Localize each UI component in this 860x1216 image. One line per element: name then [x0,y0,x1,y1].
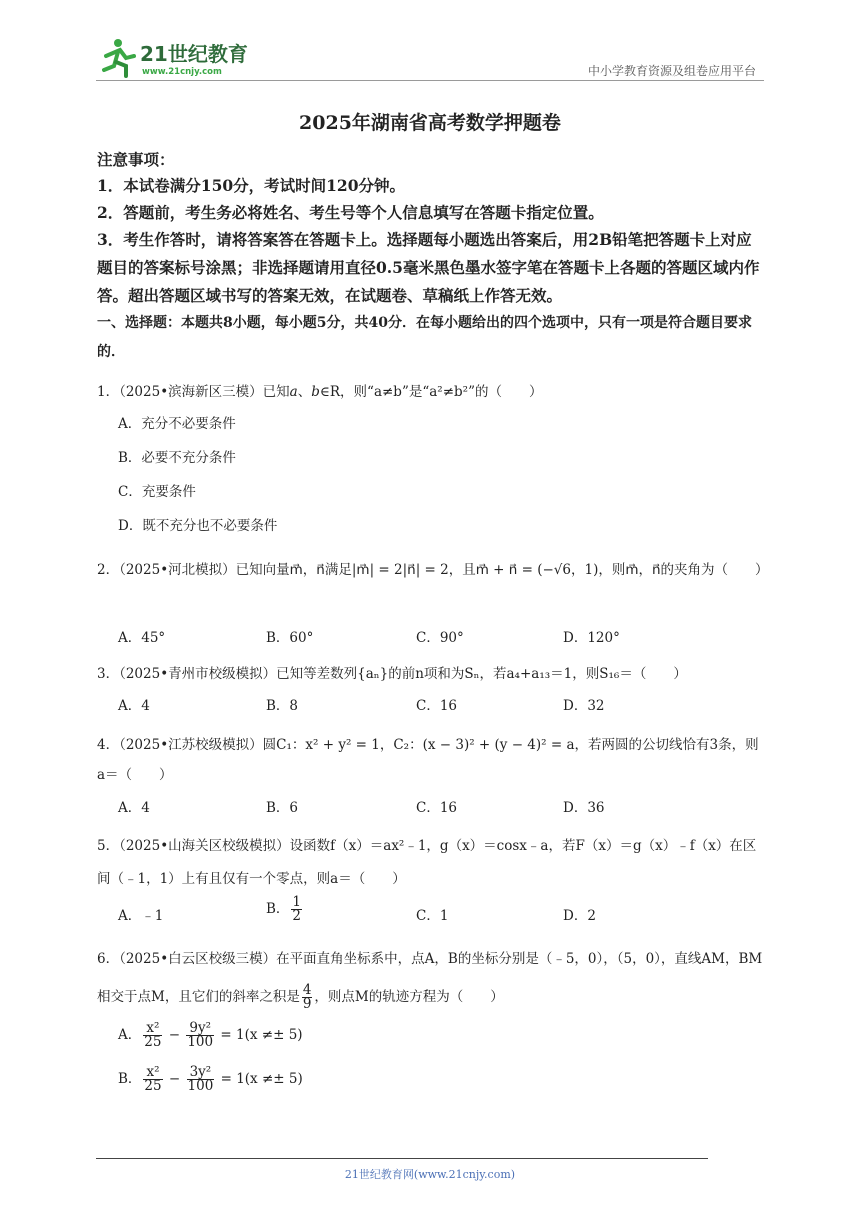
fraction-numerator: 3y² [187,1066,215,1080]
q2-option-d[interactable]: D．120° [563,630,620,646]
page-title: 2025年湖南省高考数学押题卷 [299,112,561,134]
question-6 [97,940,765,1016]
footer-divider [96,1158,708,1159]
var-a: a [289,384,298,400]
fraction-denominator: 9 [302,996,312,1012]
fraction [187,1066,215,1093]
fraction [302,984,313,1011]
question-6-stem-end: ，则点M的轨迹方程为（ ） [314,989,504,1005]
q2-option-a[interactable]: A．45° [118,630,166,646]
question-4: 4．（2025•江苏校级模拟）圆C₁：x² + y² = 1，C₂：(x − 3)² + (y − 4)² = a，若两圆的公切线恰有3条，则a＝（ ） [97,737,759,783]
runner-icon [104,39,134,76]
q6-option-a-tail: = 1(x ≠± 5) [220,1027,303,1043]
notice-item-2: 2．答题前，考生务必将姓名、考生号等个人信息填写在答题卡指定位置。 [97,203,604,222]
question-3: 3．（2025•青州市校级模拟）已知等差数列{aₙ}的前n项和为Sₙ，若a₄+a₁₃＝1，则S₁₆＝（ ） [97,666,687,682]
q5-option-c[interactable]: C．1 [416,908,449,924]
q1-option-d[interactable]: D．既不充分也不必要条件 [118,518,278,534]
question-6-stem: 6．（2025•白云区校级三模）在平面直角坐标系中，点A，B的坐标分别是（﹣5，0），（5，0），直线AM，BM相交于点M，且它们的斜率之积是 [97,951,763,1005]
q1-option-c[interactable]: C．充要条件 [118,484,196,500]
site-logo [96,36,266,80]
q4-option-d[interactable]: D．36 [563,800,605,816]
question-1-stem-end: ∈R，则“a≠b”是“a²≠b²”的（ ） [319,384,543,400]
q4-option-b[interactable]: B．6 [266,800,299,816]
fraction-numerator: 9y² [186,1022,214,1036]
var-b: b [311,384,320,400]
site-name: 中小学教育资源及组卷应用平台 [587,64,756,78]
sep: 、 [297,384,312,400]
question-1 [97,378,765,406]
fraction [186,1022,214,1049]
notice-item-1: 1．本试卷满分150分，考试时间120分钟。 [97,176,405,195]
question-2: 2．（2025•河北模拟）已知向量m⃗，n⃗满足|m⃗| = 2|n⃗| = 2，且m⃗ + n⃗ = (−√6，1)，则m⃗，n⃗的夹角为（ ） [97,562,769,578]
q5-option-a[interactable]: A．﹣1 [118,908,164,924]
q3-option-c[interactable]: C．16 [416,698,458,714]
q5-option-b-label: B． [266,901,290,917]
q3-option-b[interactable]: B．8 [266,698,299,714]
q1-option-b[interactable]: B．必要不充分条件 [118,450,236,466]
section-heading: 一、选择题：本题共8小题，每小题5分，共40分．在每小题给出的四个选项中，只有一项是符合题目要求的． [97,315,752,360]
fraction-denominator: 100 [187,1078,214,1094]
logo-text: 21世纪教育 [140,42,248,66]
notice-heading: 注意事项： [97,150,175,169]
fraction [143,1022,162,1049]
header-divider [96,80,764,81]
fraction-numerator: 4 [302,982,312,998]
q2-option-c[interactable]: C．90° [416,630,464,646]
fraction-denominator: 2 [292,908,302,924]
fraction-denominator: 25 [144,1078,162,1094]
q2-option-b[interactable]: B．60° [266,630,314,646]
q6-option-a-label: A． [118,1027,142,1043]
fraction-numerator: x² [143,1022,162,1036]
fraction [143,1066,162,1093]
fraction-denominator: 25 [144,1034,162,1050]
fraction-denominator: 100 [187,1034,214,1050]
q4-option-c[interactable]: C．16 [416,800,458,816]
q6-option-a[interactable]: A． $\frac{\text{x²}}{25}$ − $\frac{\text{9y²}}{100}$ = 1(x ≠± 5) [118,1020,303,1050]
footer-text[interactable]: 21世纪教育网(www.21cnjy.com) [344,1168,516,1181]
fraction-numerator: x² [143,1066,162,1080]
q6-option-b[interactable]: B． $\frac{\text{x²}}{25}$ − $\frac{\text{3y²}}{100}$ = 1(x ≠± 5) [118,1064,303,1094]
question-5: 5．（2025•山海关区校级模拟）设函数f（x）＝ax²﹣1，g（x）＝cosx﹣a，若F（x）＝g（x）﹣f（x）在区间（﹣1，1）上有且仅有一个零点，则a＝（ ） [97,838,757,887]
logo-url: www.21cnjy.com [142,67,222,77]
q3-option-a[interactable]: A．4 [118,698,150,714]
q1-option-a[interactable]: A．充分不必要条件 [118,416,236,432]
q6-option-b-tail: = 1(x ≠± 5) [220,1071,303,1087]
q3-option-d[interactable]: D．32 [563,698,605,714]
notice-item-3: 3．考生作答时，请将答案答在答题卡上。选择题每小题选出答案后，用2B铅笔把答题卡上对应题目的答案标号涂黑；非选择题请用直径0.5毫米黑色墨水签字笔在答题卡上各题的答题区域内作答。超出答题区域书写的答案无效，在试题卷、草稿纸上作答无效。 [97,230,760,305]
q5-option-d[interactable]: D．2 [563,908,596,924]
q6-option-b-label: B． [118,1071,142,1087]
q4-option-a[interactable]: A．4 [118,800,150,816]
fraction [291,896,302,923]
question-1-stem: 1．（2025•滨海新区三模）已知 [97,384,290,400]
fraction-numerator: 1 [292,894,302,910]
q5-option-b[interactable] [266,896,304,923]
